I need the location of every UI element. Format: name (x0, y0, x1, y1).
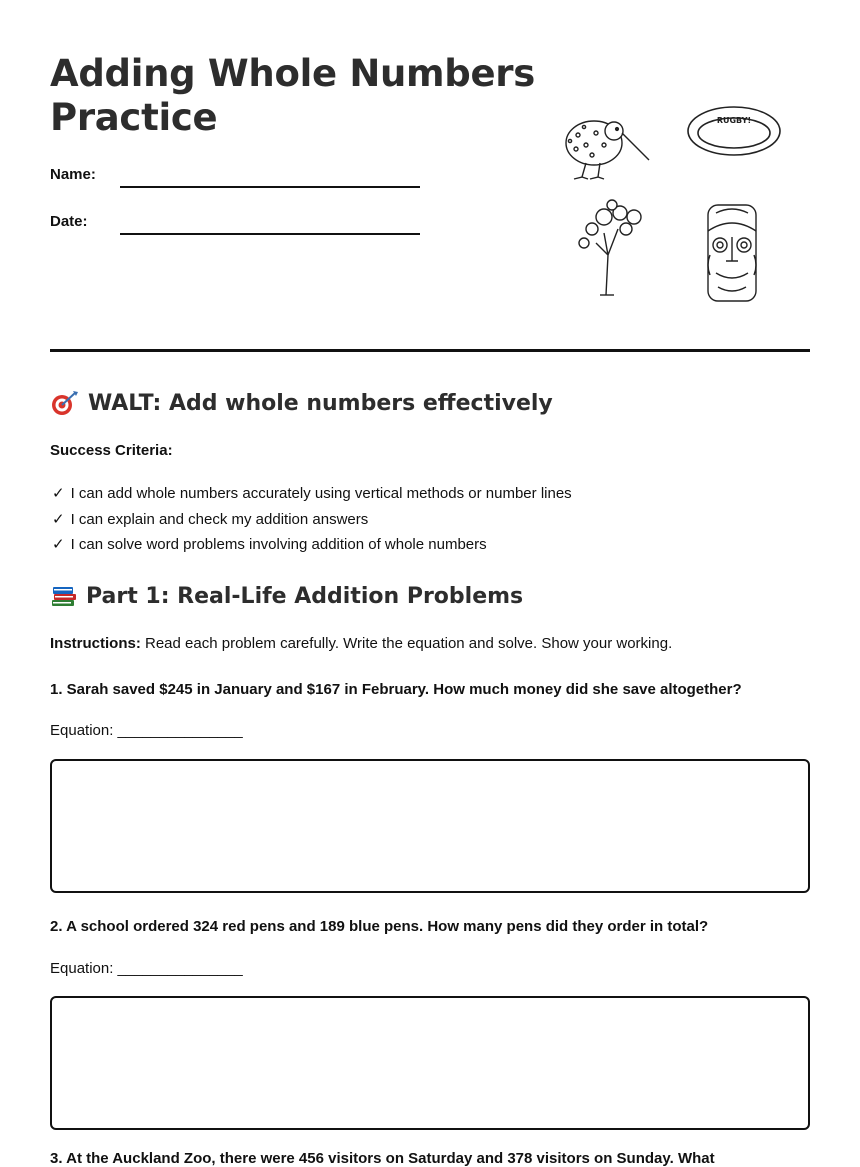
name-line[interactable] (120, 186, 420, 188)
criteria-text: I can solve word problems involving addition of whole numbers (70, 536, 487, 553)
problem-3-text: 3. At the Auckland Zoo, there were 456 visitors on Saturday and 378 visitors on Sunday. What (50, 1150, 715, 1167)
checkmark-icon: ✓ (52, 511, 65, 528)
problem-2-equation[interactable]: Equation: _______________ (50, 960, 243, 977)
walt-heading (50, 390, 553, 416)
success-criteria-label: Success Criteria: (50, 442, 173, 459)
tree-icon (579, 200, 641, 295)
instructions-text: Read each problem carefully. Write the equation and solve. Show your working. (140, 635, 673, 652)
problem-2-working-box[interactable] (50, 996, 810, 1130)
checkmark-icon: ✓ (52, 485, 65, 502)
target-dart-icon (50, 390, 80, 416)
instructions-label: Instructions: (50, 635, 141, 652)
walt-heading-text: WALT: Add whole numbers effectively (88, 390, 553, 416)
criteria-text: I can explain and check my addition answers (70, 511, 369, 528)
problem-1-working-box[interactable] (50, 759, 810, 893)
problem-2-text: 2. A school ordered 324 red pens and 189 blue pens. How many pens did they order in total? (50, 918, 709, 935)
problem-1-equation[interactable]: Equation: _______________ (50, 722, 243, 739)
rugby-ball-text: RUGBY! (716, 116, 752, 125)
criteria-text: I can add whole numbers accurately using vertical methods or number lines (70, 485, 572, 502)
worksheet-page (50, 0, 810, 1167)
title-line-2: Practice (50, 96, 218, 139)
header-divider (50, 349, 810, 352)
clipart-group (556, 105, 796, 310)
kiwi-bird-icon (566, 121, 649, 179)
title-line-1: Adding Whole Numbers (50, 52, 535, 95)
name-label: Name: (50, 166, 96, 183)
criteria-item (52, 535, 487, 553)
part1-heading-text: Part 1: Real-Life Addition Problems (86, 583, 524, 609)
date-line[interactable] (120, 233, 420, 235)
criteria-item (52, 510, 368, 528)
checkmark-icon: ✓ (52, 536, 65, 553)
books-icon (50, 583, 78, 609)
date-label: Date: (50, 213, 88, 230)
tiki-carving-icon (708, 205, 756, 301)
page-title (50, 52, 550, 140)
part1-heading (50, 583, 523, 609)
instructions (50, 635, 672, 652)
problem-1-text: 1. Sarah saved $245 in January and $167 in February. How much money did she save altogether? (50, 681, 742, 698)
criteria-item (52, 484, 572, 502)
rugby-ball-icon (688, 107, 780, 155)
